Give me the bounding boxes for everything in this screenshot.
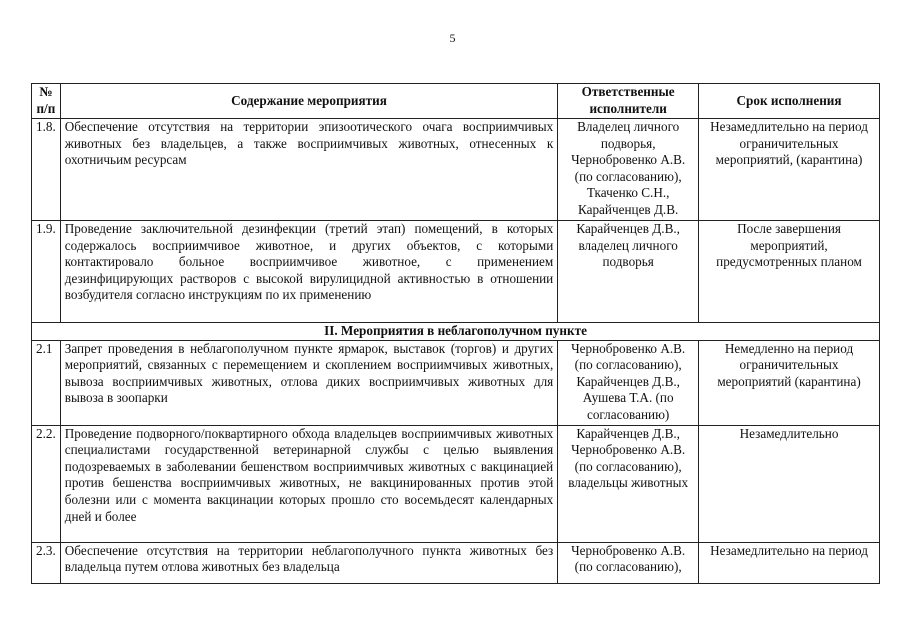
row-number: 1.8. [32, 119, 61, 221]
header-term: Срок исполнения [699, 84, 880, 119]
row-content: Обеспечение отсутствия на территории неблагополучного пункта животных без владельца путем отлова животных без владельца [60, 542, 557, 583]
row-content: Проведение подворного/поквартирного обхода владельцев восприимчивых животных специалистами государственной ветеринарной службы с целью выявления подозреваемых в заболевании бешенством восприимчивых животных с вакцинацией против бешенства восприимчивых животных, не вакцинированных против этой болезни или с момента вакцинации которых прошло сто восемьдесят календарных дней и более [60, 425, 557, 542]
table-row [32, 542, 880, 583]
row-responsible: Чернобровенко А.В. (по согласованию), [558, 542, 699, 583]
measures-table [31, 83, 880, 584]
row-term: Незамедлительно на период [699, 542, 880, 583]
row-responsible: Карайченцев Д.В., Чернобровенко А.В. (по согласованию), владельцы животных [558, 425, 699, 542]
header-content: Содержание мероприятия [60, 84, 557, 119]
table-header-row [32, 84, 880, 119]
header-num: № п/п [32, 84, 61, 119]
row-number: 2.2. [32, 425, 61, 542]
table-row [32, 340, 880, 425]
row-term: Незамедлительно на период ограничительных мероприятий, (карантина) [699, 119, 880, 221]
table-row [32, 221, 880, 323]
row-term: После завершения мероприятий, предусмотренных планом [699, 221, 880, 323]
section-title: II. Мероприятия в неблагополучном пункте [32, 323, 880, 341]
row-responsible: Карайченцев Д.В., владелец личного подворья [558, 221, 699, 323]
row-responsible: Чернобровенко А.В. (по согласованию), Карайченцев Д.В., Аушева Т.А. (по согласованию) [558, 340, 699, 425]
section-row [32, 323, 880, 341]
header-responsible: Ответственные исполнители [558, 84, 699, 119]
row-content: Проведение заключительной дезинфекции (третий этап) помещений, в которых содержалось восприимчивое животное, и других объектов, с которыми контактировало больное восприимчивое животное, с применением дезинфицирующих растворов с высокой вирулицидной активностью в отношении возбудителя согласно инструкциям по их применению [60, 221, 557, 323]
row-term: Немедленно на период ограничительных мероприятий (карантина) [699, 340, 880, 425]
page-number: 5 [449, 31, 456, 45]
row-responsible: Владелец личного подворья, Чернобровенко А.В. (по согласованию), Ткаченко С.Н., Карайченцев Д.В. [558, 119, 699, 221]
row-content: Обеспечение отсутствия на территории эпизоотического очага восприимчивых животных без владельцев, а также восприимчивых животных, отнесенных к охотничьим ресурсам [60, 119, 557, 221]
row-number: 1.9. [32, 221, 61, 323]
row-number: 2.1 [32, 340, 61, 425]
row-term: Незамедлительно [699, 425, 880, 542]
row-number: 2.3. [32, 542, 61, 583]
table-row [32, 119, 880, 221]
row-content: Запрет проведения в неблагополучном пункте ярмарок, выставок (торгов) и других мероприятий, связанных с перемещением и скоплением восприимчивых животных, вывоза восприимчивых животных, отлова диких восприимчивых животных для вывоза в зоопарки [60, 340, 557, 425]
table-row [32, 425, 880, 542]
